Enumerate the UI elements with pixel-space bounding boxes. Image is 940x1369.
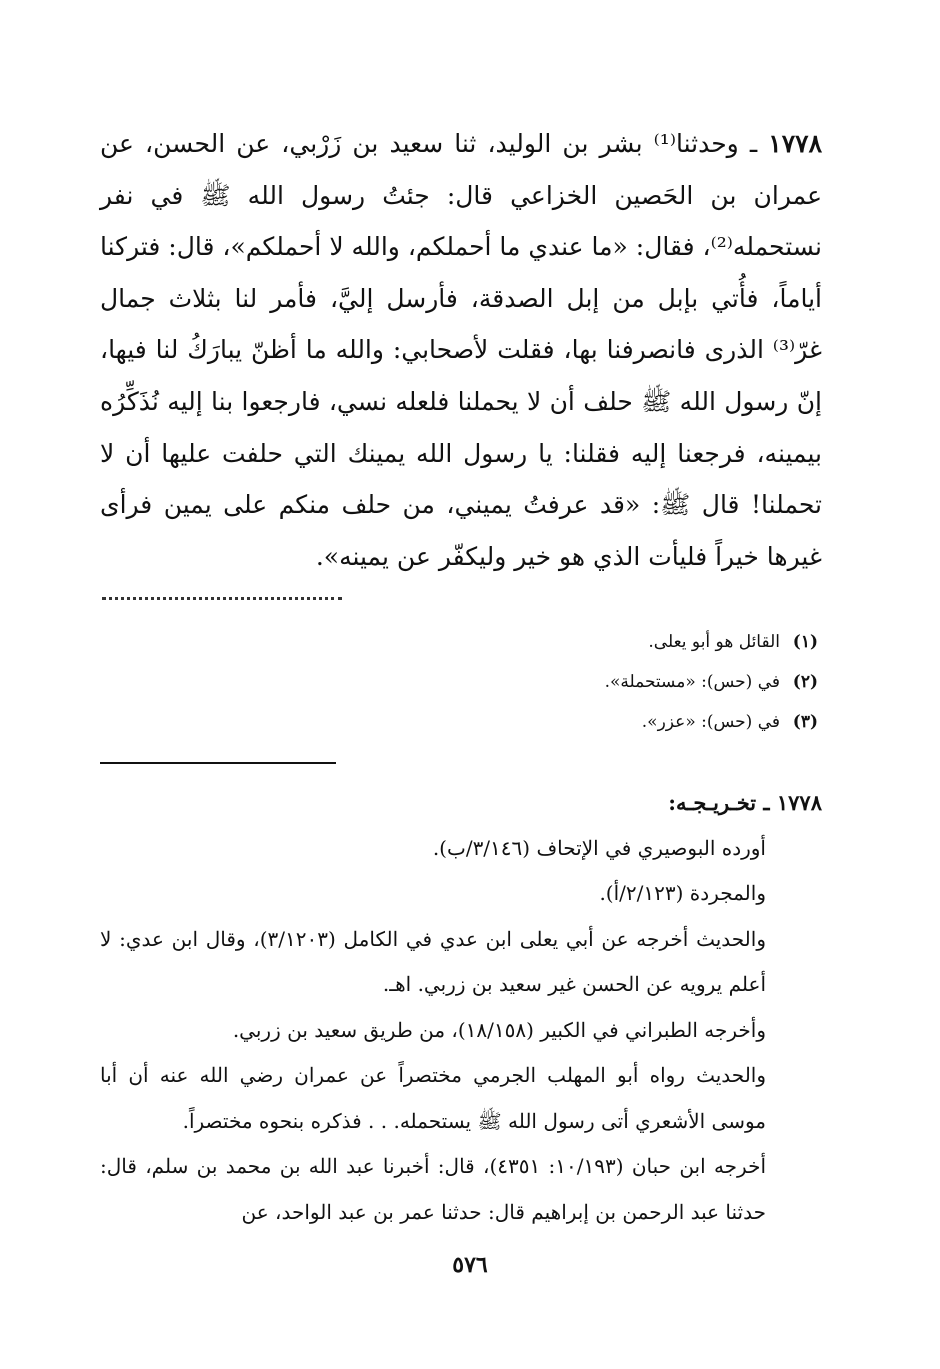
footnotes <box>100 622 822 742</box>
hadith-number: ١٧٧٨ <box>768 129 822 158</box>
footnote-number: (٢) <box>792 672 818 693</box>
takhrij-paragraph: والحديث رواه أبو المهلب الجرمي مختصراً عن عمران رضي الله عنه أن أبا موسى الأشعري أتى رسول الله ﷺ يستحمله. . . فذكره بنحوه مختصراً. <box>100 1063 766 1133</box>
footnote-item <box>100 662 818 702</box>
hadith-text-block <box>100 118 822 582</box>
section-divider <box>100 762 336 764</box>
footnote-text: القائل هو أبو يعلى. <box>648 632 780 653</box>
footnote-text: في (حس): «مستحملة». <box>604 672 780 693</box>
takhrij-paragraph: أورده البوصيري في الإتحاف (٣/١٤٦/ب). <box>432 835 766 860</box>
takhrij-paragraph: والمجردة (٢/١٢٣/أ). <box>599 881 766 906</box>
footnote-item <box>100 702 818 742</box>
takhrij-paragraph: أخرجه ابن حبان (١٠/١٩٣: ٤٣٥١)، قال: أخبرنا عبد الله بن محمد بن سلم، قال: حدثنا عبد الرحمن بن إبراهيم قال: حدثنا عمر بن عبد الواحد، عن <box>100 1154 767 1224</box>
page-content <box>100 118 822 1298</box>
footnote-number: (٣) <box>792 712 818 733</box>
hadith-body: ـ وحدثنا⁽¹⁾ بشر بن الوليد، ثنا سعيد بن زَرْبي، عن الحسن، عن عمران بن الحَصين الخزاعي قال: جئتُ رسول الله ﷺ في نفر نستحمله⁽²⁾، فقال: «ما عندي ما أحملكم، والله لا أحملكم»، قال: فتركنا أياماً، فأُتي بإبل من إبل الصدقة، فأرسل إليَّ، فأمر لنا بثلاث جمال غرّ⁽³⁾ الذرى فانصرفنا بها، فقلت لأصحابي: والله ما أظنّ يبارَكُ لنا فيها، إنّ رسول الله ﷺ حلف أن لا يحملنا فلعله نسي، فارجعوا بنا إليه نُذَكِّرُه بيمينه، فرجعنا إليه فقلنا: يا رسول الله يمينك التي حلفت عليها أن لا تحملنا! قال ﷺ: «قد عرفتُ يميني، من حلف منكم على يمين فرأى غيرها خيراً فليأت الذي هو خير وليكفّر عن يمينه». <box>100 129 822 571</box>
takhrij-paragraph: وأخرجه الطبراني في الكبير (١٨/١٥٨)، من طريق سعيد بن زربي. <box>232 1017 766 1042</box>
footnote-separator-dots <box>102 596 342 600</box>
footnote-text: في (حس): «عزر». <box>641 712 780 733</box>
footnote-item <box>100 622 818 662</box>
footnote-number: (١) <box>792 632 818 653</box>
takhrij-heading: ١٧٧٨ ـ تخـريـجـه: <box>668 790 822 816</box>
page-number: ٥٧٦ <box>452 1252 488 1278</box>
takhrij-section <box>100 780 822 1235</box>
takhrij-paragraph: والحديث أخرجه عن أبي يعلى ابن عدي في الكامل (٣/١٢٠٣)، وقال ابن عدي: لا أعلم يرويه عن الحسن غير سعيد بن زربي. اهـ. <box>100 926 766 997</box>
